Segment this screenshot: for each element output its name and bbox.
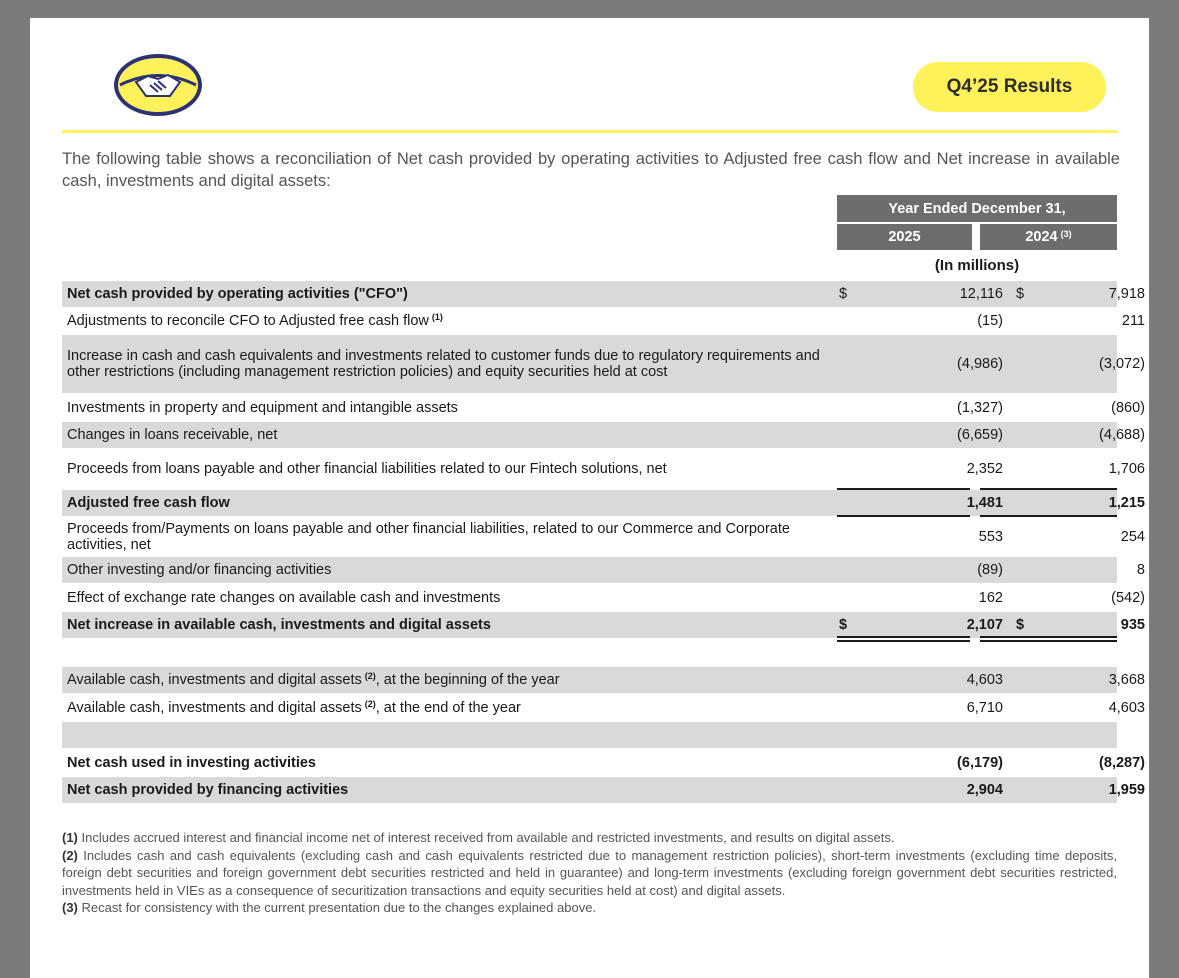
table-row — [62, 585, 1145, 611]
subtotal-rule — [980, 515, 1117, 517]
value-2024: 1,706 — [1108, 461, 1145, 477]
period-header: Year Ended December 31, — [837, 195, 1117, 222]
spacer-row — [62, 722, 1117, 748]
double-rule — [980, 640, 1117, 642]
value-2025: 1,481 — [966, 495, 1003, 511]
value-2024: 1,959 — [1108, 782, 1145, 798]
value-2024: (4,688) — [1099, 427, 1145, 443]
value-2024: 7,918 — [1108, 286, 1145, 302]
value-2024: 3,668 — [1108, 672, 1145, 688]
footnote-ref: (2) — [364, 698, 376, 709]
value-2025: 6,710 — [966, 700, 1003, 716]
value-2025: (1,327) — [957, 400, 1003, 416]
row-label: Net cash provided by operating activities ("CFO") — [67, 285, 408, 302]
handshake-logo-icon — [112, 52, 204, 118]
row-label: Net cash provided by financing activities — [67, 781, 349, 798]
row-label: Changes in loans receivable, net — [67, 426, 278, 443]
column-header-2024: 2024 $^{(3)}$ — [980, 224, 1117, 250]
double-rule — [980, 636, 1117, 638]
table-row — [62, 422, 1145, 448]
value-2025: 553 — [978, 529, 1003, 545]
footnote-ref: (2) — [364, 670, 376, 681]
footnote-ref: (1) — [431, 311, 443, 322]
value-2025: (89) — [977, 562, 1003, 578]
value-2025: (6,659) — [957, 427, 1003, 443]
row-label-suffix: , at the end of the year — [375, 699, 521, 716]
footnotes — [62, 829, 1117, 917]
row-label: Adjusted free cash flow — [67, 494, 230, 511]
value-2025: 162 — [978, 590, 1003, 606]
table-row — [62, 395, 1145, 421]
value-2025: 4,603 — [966, 672, 1003, 688]
value-2024: 254 — [1120, 529, 1145, 545]
value-2025: 2,107 — [966, 617, 1003, 633]
table-row — [62, 667, 1145, 693]
table-row — [62, 335, 1145, 393]
value-2024: 4,603 — [1108, 700, 1145, 716]
currency-symbol: $ — [839, 286, 848, 302]
value-2025: 2,352 — [966, 461, 1003, 477]
value-2024: 211 — [1121, 313, 1145, 329]
yellow-divider — [62, 130, 1117, 133]
row-label: Net cash used in investing activities — [67, 754, 316, 771]
row-label: Proceeds from loans payable and other financial liabilities related to our Fintech solutions, net — [67, 460, 667, 477]
footnote-1: (1) Includes accrued interest and financial income net of interest received from available and restricted investments, and results on digital assets. — [62, 830, 895, 845]
row-label: Available cash, investments and digital assets — [67, 699, 362, 716]
intro-paragraph: The following table shows a reconciliation of Net cash provided by operating activities to Adjusted free cash flow and Net increase in available cash, investments and digital assets: — [62, 150, 1120, 190]
value-2025: (6,179) — [957, 755, 1003, 771]
double-rule — [837, 640, 970, 642]
table-row — [62, 750, 1145, 776]
table-row — [62, 308, 1145, 334]
double-rule — [837, 636, 970, 638]
value-2025: 12,116 — [959, 286, 1003, 302]
table-row — [62, 695, 1145, 721]
currency-symbol: $ — [1016, 617, 1025, 633]
row-label: Effect of exchange rate changes on available cash and investments — [67, 589, 501, 606]
value-2024: (8,287) — [1099, 755, 1145, 771]
value-2024: (3,072) — [1099, 356, 1145, 372]
report-page — [30, 18, 1149, 978]
units-label: (In millions) — [934, 257, 1020, 274]
value-2025: (4,986) — [957, 356, 1003, 372]
currency-symbol: $ — [1016, 286, 1025, 302]
row-label-suffix: , at the beginning of the year — [375, 671, 560, 688]
table-row — [62, 520, 1145, 554]
currency-symbol: $ — [839, 617, 848, 633]
table-row — [62, 557, 1145, 583]
value-2024: (542) — [1111, 590, 1145, 606]
row-label: Proceeds from/Payments on loans payable and other financial liabilities, related to our Commerce and Corporate activities, net — [67, 520, 790, 553]
value-2024: (860) — [1111, 400, 1145, 416]
row-label: Increase in cash and cash equivalents and investments related to customer funds due to regulatory requirements and other restrictions (including management restriction policies) and equity securities held at cost — [67, 347, 820, 380]
footnote-3: (3) Recast for consistency with the current presentation due to the changes explained above. — [62, 900, 597, 915]
row-label: Other investing and/or financing activities — [67, 561, 332, 578]
row-label: Investments in property and equipment and intangible assets — [67, 399, 458, 416]
subtotal-rule — [837, 515, 970, 517]
value-2024: 935 — [1120, 617, 1145, 633]
table-row — [62, 777, 1145, 803]
row-label: Available cash, investments and digital assets — [67, 671, 362, 688]
table-row — [62, 456, 1145, 482]
row-label: Adjustments to reconcile CFO to Adjusted free cash flow — [67, 312, 429, 329]
value-2025: 2,904 — [966, 782, 1003, 798]
table-row — [62, 281, 1145, 307]
value-2025: (15) — [977, 313, 1003, 329]
value-2024: 8 — [1136, 562, 1145, 578]
table-row — [62, 490, 1145, 516]
table-row — [62, 612, 1145, 638]
row-label: Net increase in available cash, investments and digital assets — [67, 616, 491, 633]
footnote-2: (2) Includes cash and cash equivalents (excluding cash and cash equivalents restricted due to management restriction policies), short-term investments (excluding time deposits, foreign debt securities and foreign government debt securities restricted and held in guarantee) and long-term investments (excluding foreign government debt securities restricted, investments held in VIEs as a consequence of securitization transactions and equity securities held at cost) and digital assets. — [62, 847, 1117, 898]
value-2024: 1,215 — [1108, 495, 1145, 511]
column-header-2025: 2025 — [837, 224, 972, 250]
results-badge: Q4’25 Results — [913, 62, 1106, 112]
